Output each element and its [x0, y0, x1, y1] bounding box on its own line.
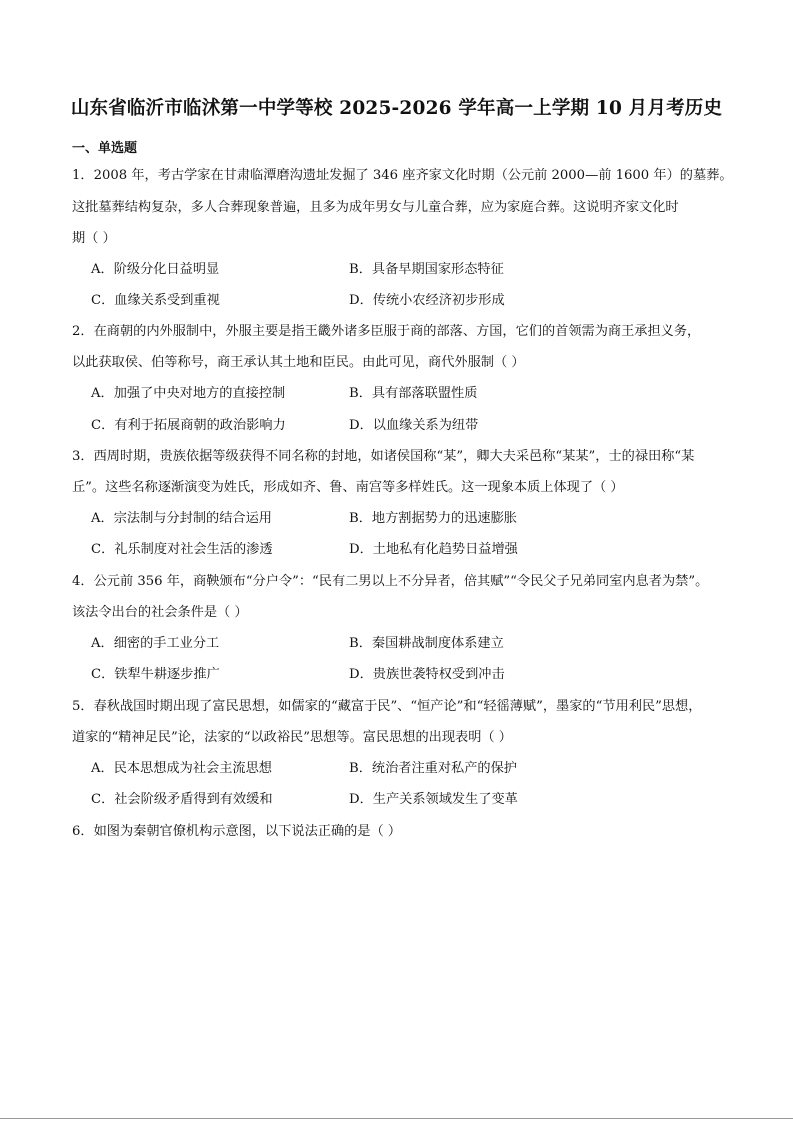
question-3-option-b[interactable]: B．地方割据势力的迅速膨胀 [349, 511, 517, 526]
question-1-line-2: 这批墓葬结构复杂，多人合葬现象普遍，且多为成年男女与儿童合葬，应为家庭合葬。这说明齐家文化时 [72, 200, 679, 215]
question-2-line-1: 2．在商朝的内外服制中，外服主要是指王畿外诸多臣服于商的部落、方国，它们的首领需为商王承担义务， [72, 324, 701, 339]
question-2-option-a[interactable]: A．加强了中央对地方的直接控制 [91, 386, 286, 401]
question-3-option-c[interactable]: C．礼乐制度对社会生活的渗透 [91, 542, 273, 557]
question-2-option-d[interactable]: D．以血缘关系为纽带 [349, 418, 479, 433]
question-1-option-c[interactable]: C．血缘关系受到重视 [91, 293, 220, 308]
question-4-option-d[interactable]: D．贵族世袭特权受到冲击 [349, 667, 505, 682]
question-4-option-a[interactable]: A．细密的手工业分工 [91, 636, 220, 651]
question-6-line-1: 6．如图为秦朝官僚机构示意图，以下说法正确的是（ ） [72, 824, 402, 839]
question-5-line-1: 5．春秋战国时期出现了富民思想，如儒家的“藏富于民”、“恒产论”和“轻徭薄赋”，墨家的“节用利民”思想， [72, 699, 702, 714]
question-5-option-c[interactable]: C．社会阶级矛盾得到有效缓和 [91, 792, 273, 807]
question-3-option-a[interactable]: A．宗法制与分封制的结合运用 [91, 511, 272, 526]
question-3-line-1: 3．西周时期，贵族依据等级获得不同名称的封地，如诸侯国称“某”，卿大夫采邑称“某某”，士的禄田称“某 [72, 449, 695, 464]
question-1-line-3: 期（ ） [72, 231, 116, 246]
question-2-option-b[interactable]: B．具有部落联盟性质 [349, 386, 478, 401]
question-2-option-c[interactable]: C．有利于拓展商朝的政治影响力 [91, 418, 286, 433]
question-3-option-d[interactable]: D．土地私有化趋势日益增强 [349, 542, 518, 557]
question-4-option-c[interactable]: C．铁犁牛耕逐步推广 [91, 667, 220, 682]
question-4-line-1: 4．公元前 356 年，商鞅颁布“分户令”：“民有二男以上不分异者，倍其赋”“令民父子兄弟同室内息者为禁”。 [72, 574, 709, 589]
question-5-line-2: 道家的“精神足民”论，法家的“以政裕民”思想等。富民思想的出现表明（ ） [72, 730, 512, 745]
question-1-option-d[interactable]: D．传统小农经济初步形成 [349, 293, 505, 308]
question-5-option-b[interactable]: B．统治者注重对私产的保护 [349, 761, 517, 776]
question-4-line-2: 该法令出台的社会条件是（ ） [72, 605, 248, 620]
question-5-option-d[interactable]: D．生产关系领域发生了变革 [349, 792, 518, 807]
question-3-line-2: 丘”。这些名称逐渐演变为姓氏，形成如齐、鲁、南宫等多样姓氏。这一现象本质上体现了（ ） [72, 480, 624, 495]
question-2-line-2: 以此获取侯、伯等称号，商王承认其土地和臣民。由此可见，商代外服制（ ） [72, 355, 525, 370]
question-4-option-b[interactable]: B．秦国耕战制度体系建立 [349, 636, 504, 651]
question-1-line-1: 1．2008 年，考古学家在甘肃临潭磨沟遗址发掘了 346 座齐家文化时期（公元前 2000—前 1600 年）的墓葬。 [72, 168, 733, 183]
question-1-option-a[interactable]: A．阶级分化日益明显 [91, 262, 220, 277]
question-1-option-b[interactable]: B．具备早期国家形态特征 [349, 262, 504, 277]
page-bottom-divider [0, 1118, 793, 1119]
section-heading: 一、单选题 [72, 141, 138, 156]
page-title: 山东省临沂市临沭第一中学等校 2025-2026 学年高一上学期 10 月月考历史 [70, 98, 723, 119]
question-5-option-a[interactable]: A．民本思想成为社会主流思想 [91, 761, 272, 776]
